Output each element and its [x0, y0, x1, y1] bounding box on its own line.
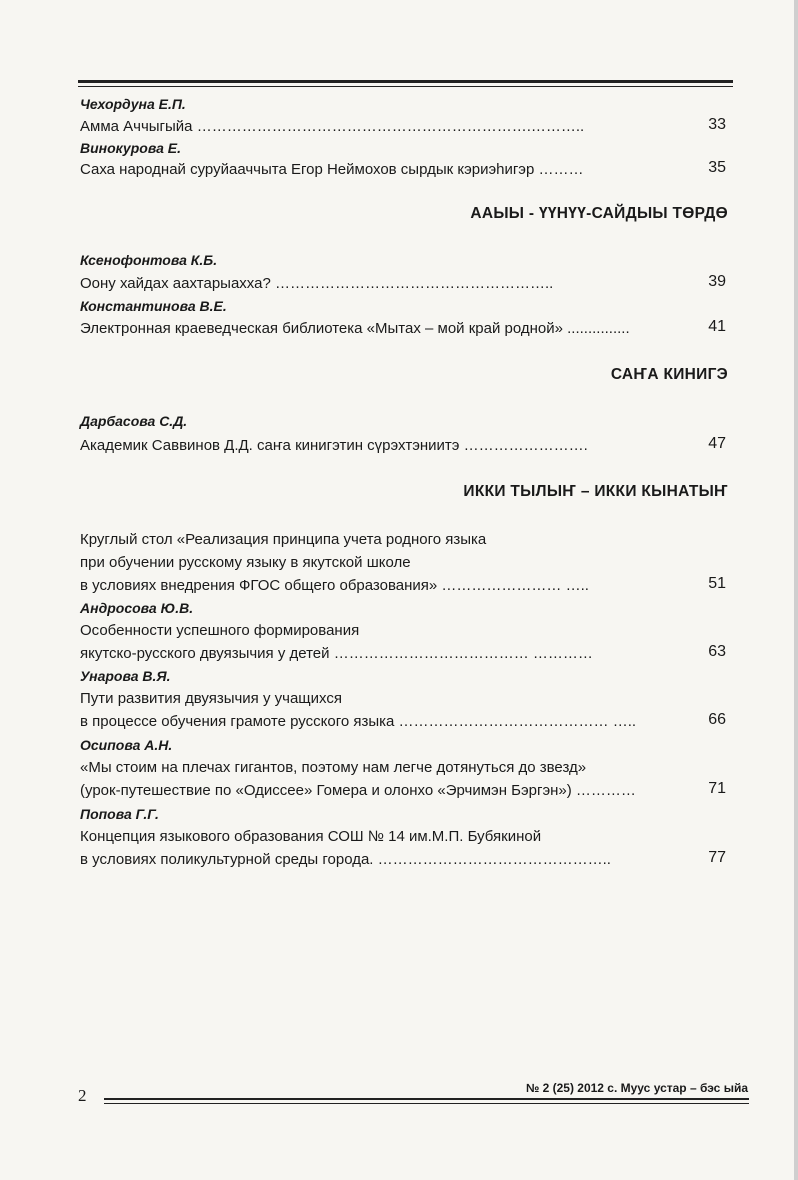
entry-title: Академик Саввинов Д.Д. саҥа кинигэтин сүрэхтэниитэ …………………….	[80, 437, 588, 454]
entry-author: Чехордуна Е.П.	[80, 96, 186, 112]
top-rule	[78, 80, 733, 83]
entry-page: 33	[708, 116, 726, 133]
entry-title: Пути развития двуязычия у учащихся	[80, 690, 342, 707]
entry-title: якутско-русского двуязычия у детей ………………………………… …………	[80, 645, 593, 662]
entry-title: при обучении русскому языку в якутской школе	[80, 554, 411, 571]
entry-page: 51	[708, 575, 726, 592]
entry-author: Унарова В.Я.	[80, 668, 171, 684]
section-heading: САҤА КИНИГЭ	[610, 366, 728, 383]
entry-page: 63	[708, 643, 726, 660]
entry-title: Особенности успешного формирования	[80, 622, 360, 639]
bottom-rule-thin	[104, 1103, 749, 1104]
entry-title: «Мы стоим на плечах гигантов, поэтому нам легче дотянуться до звезд»	[80, 759, 587, 776]
entry-author: Дарбасова С.Д.	[80, 413, 188, 429]
entry-author: Ксенофонтова К.Б.	[80, 252, 218, 268]
entry-page: 35	[708, 159, 726, 176]
top-rule-thin	[78, 86, 733, 87]
entry-title: (урок-путешествие по «Одиссее» Гомера и олонхо «Эрчимэн Бэргэн») …………	[80, 782, 636, 799]
entry-title: в процессе обучения грамоте русского языка …………………………………… …..	[80, 713, 637, 730]
bottom-rule	[104, 1098, 749, 1100]
entry-author: Андросова Ю.В.	[80, 600, 194, 616]
page-edge	[794, 0, 798, 1180]
page-number: 2	[78, 1086, 87, 1105]
entry-page: 66	[708, 711, 726, 728]
entry-title: Круглый стол «Реализация принципа учета родного языка	[80, 531, 487, 548]
entry-title: Концепция языкового образования СОШ № 14 им.М.П. Бубякиной	[80, 828, 542, 845]
entry-author: Константинова В.Е.	[80, 298, 227, 314]
entry-title: Амма Аччыгыйа ………………………………………………………….………..	[80, 118, 585, 135]
entry-title: Оону хайдах аахтарыахха? ………………………………………………..	[80, 275, 554, 292]
section-heading: ААЫЫ - ҮҮНҮҮ-САЙДЫЫ ТӨРДӨ	[470, 205, 728, 222]
entry-author: Осипова А.Н.	[80, 737, 173, 753]
entry-page: 39	[708, 273, 726, 290]
entry-page: 41	[708, 318, 726, 335]
entry-author: Попова Г.Г.	[80, 806, 159, 822]
entry-page: 47	[708, 435, 726, 452]
issue-info: № 2 (25) 2012 с. Муус устар – бэс ыйа	[525, 1081, 748, 1095]
entry-page: 77	[708, 849, 726, 866]
entry-title: в условиях внедрения ФГОС общего образования» …………………… …..	[80, 577, 589, 594]
entry-title: Электронная краеведческая библиотека «Мытах – мой край родной» ...............	[80, 320, 630, 337]
entry-title: Саха народнай суруйааччыта Егор Неймохов сырдык кэриэhигэр ………	[80, 161, 584, 178]
entry-page: 71	[708, 780, 726, 797]
section-heading: ИККИ ТЫЛЫҤ – ИККИ КЫНАТЫҤ	[463, 483, 728, 500]
entry-title: в условиях поликультурной среды города. ………………………………………..	[80, 851, 611, 868]
entry-author: Винокурова Е.	[80, 140, 182, 156]
